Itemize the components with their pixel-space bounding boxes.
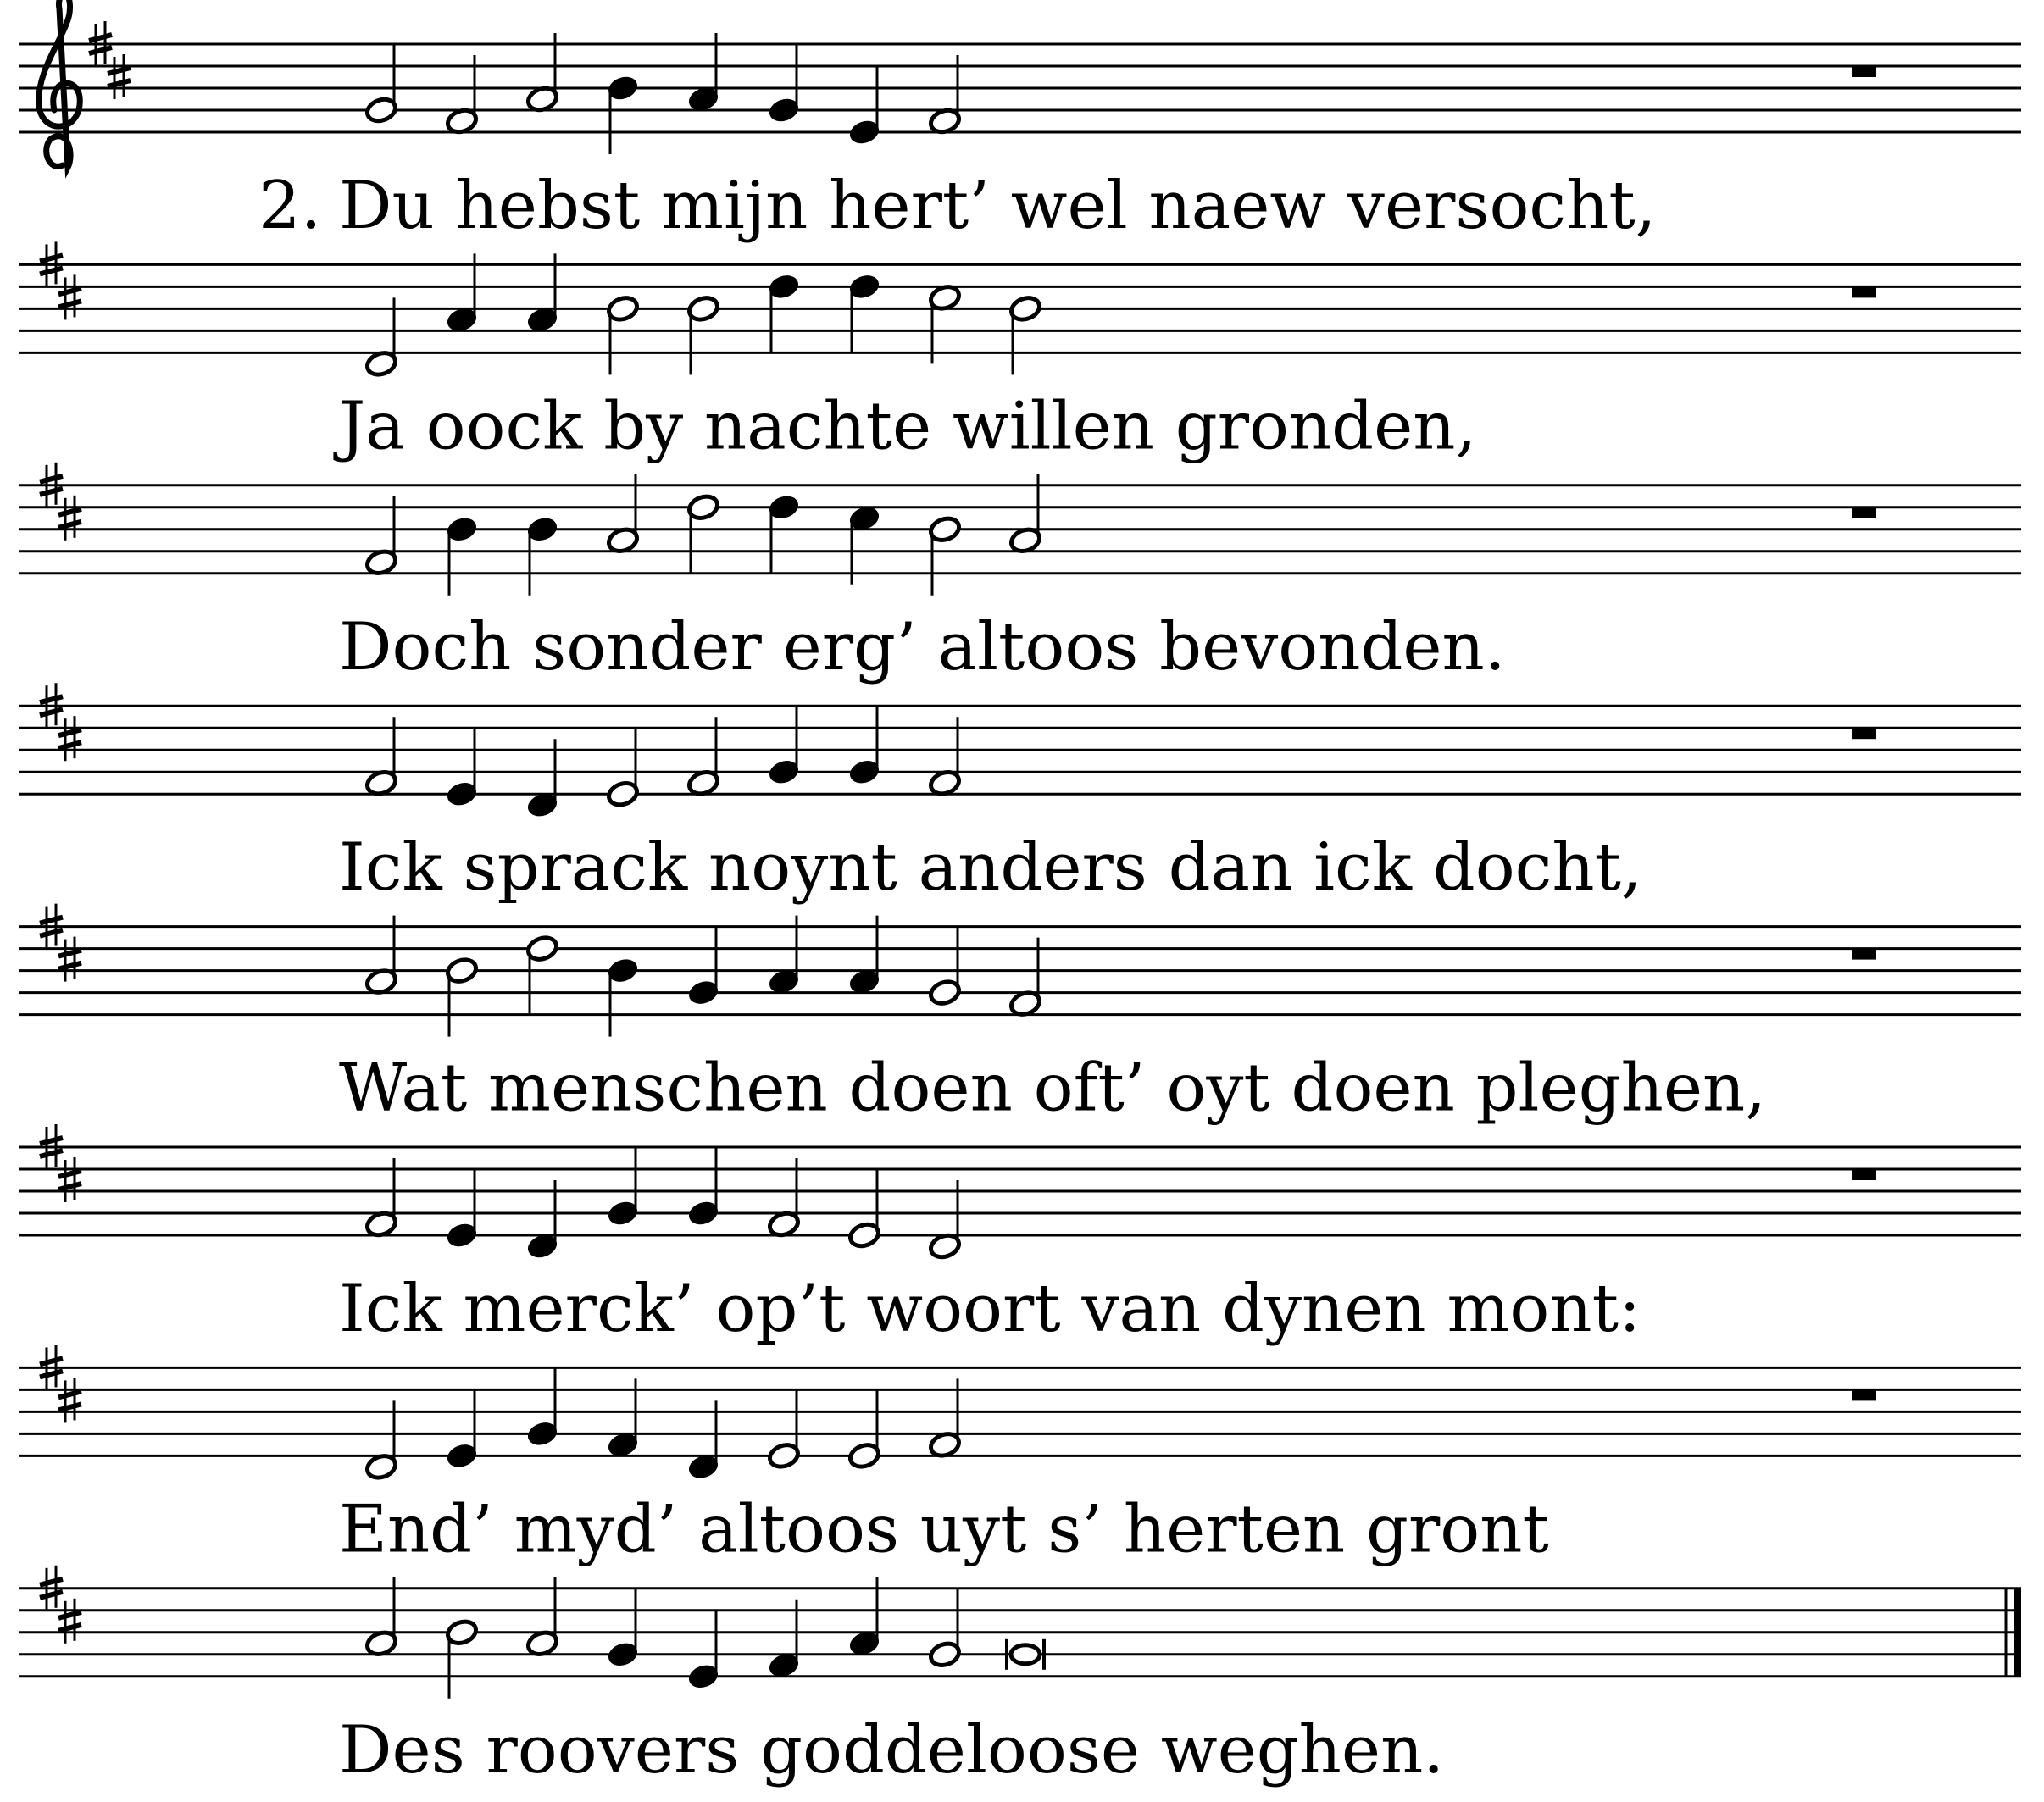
staff-system <box>19 1124 2021 1347</box>
sharp-icon <box>108 54 131 99</box>
lyric-line: Ja oock by nachte willen gronden, <box>339 388 1477 465</box>
lyric-line: Des roovers goddeloose weghen. <box>339 1711 1445 1788</box>
staff-system <box>19 0 2021 244</box>
half-note <box>445 956 479 1037</box>
half-rest-icon <box>1852 507 1876 518</box>
quarter-note <box>525 515 559 596</box>
sharp-icon <box>58 1599 81 1644</box>
lyric-line: Ick merck’ op’t woort van dynen mont: <box>339 1271 1641 1347</box>
quarter-note <box>445 515 479 596</box>
sharp-icon <box>58 716 81 761</box>
quarter-note <box>686 927 720 1007</box>
sharp-icon <box>58 1157 81 1202</box>
half-note <box>686 294 720 374</box>
quarter-note <box>445 1389 479 1470</box>
sharp-icon <box>58 937 81 982</box>
half-note <box>847 1169 881 1250</box>
half-rest-icon <box>1852 949 1876 960</box>
staff-system <box>19 904 2021 1127</box>
sharp-icon <box>58 496 81 541</box>
breve-notehead <box>1011 1645 1040 1664</box>
half-note <box>606 294 640 374</box>
lyric-line: End’ myd’ altoos uyt s’ herten gront <box>339 1491 1549 1568</box>
staff-system <box>19 241 2021 464</box>
half-rest-icon <box>1852 728 1876 739</box>
half-rest-icon <box>1852 66 1876 77</box>
half-note <box>928 1589 962 1669</box>
half-note <box>928 927 962 1007</box>
lyric-line: Du hebst mijn hert’ wel naew versocht, <box>339 168 1657 244</box>
quarter-note <box>847 272 881 352</box>
quarter-note <box>606 74 640 154</box>
staff-system <box>19 463 2021 685</box>
lyric-line: Wat menschen doen oft’ oyt doen pleghen, <box>339 1050 1767 1127</box>
quarter-note <box>767 706 801 786</box>
sharp-icon <box>58 1378 81 1422</box>
quarter-note <box>767 493 801 574</box>
half-note <box>525 934 559 1015</box>
lyric-line: Doch sonder erg’ altoos bevonden. <box>339 608 1506 685</box>
half-rest-icon <box>1852 286 1876 297</box>
quarter-note <box>606 1147 640 1228</box>
half-note <box>445 1618 479 1699</box>
half-note <box>767 1389 801 1470</box>
quarter-note <box>767 44 801 125</box>
half-note <box>928 515 962 596</box>
staff-system <box>19 1345 2021 1567</box>
half-note <box>364 44 398 125</box>
quarter-note <box>445 1169 479 1250</box>
quarter-note <box>606 1589 640 1669</box>
breve-note <box>1007 1639 1044 1670</box>
quarter-note <box>767 272 801 352</box>
lyric-line: Ick sprack noynt anders dan ick docht, <box>339 829 1642 907</box>
half-note <box>606 728 640 808</box>
quarter-note <box>686 1147 720 1228</box>
staff-system <box>19 1566 2021 1788</box>
half-rest-icon <box>1852 1169 1876 1180</box>
verse-number: 2. <box>258 168 322 244</box>
quarter-note <box>686 1611 720 1691</box>
half-note <box>686 493 720 574</box>
treble-clef-icon <box>39 0 81 168</box>
half-note <box>1008 294 1042 374</box>
quarter-note <box>445 728 479 808</box>
half-rest-icon <box>1852 1389 1876 1400</box>
half-note <box>847 1389 881 1470</box>
quarter-note <box>606 956 640 1037</box>
sharp-icon <box>58 274 81 319</box>
staff-system <box>19 683 2021 906</box>
quarter-note <box>847 706 881 786</box>
quarter-note <box>847 66 881 147</box>
quarter-note <box>525 1367 559 1448</box>
